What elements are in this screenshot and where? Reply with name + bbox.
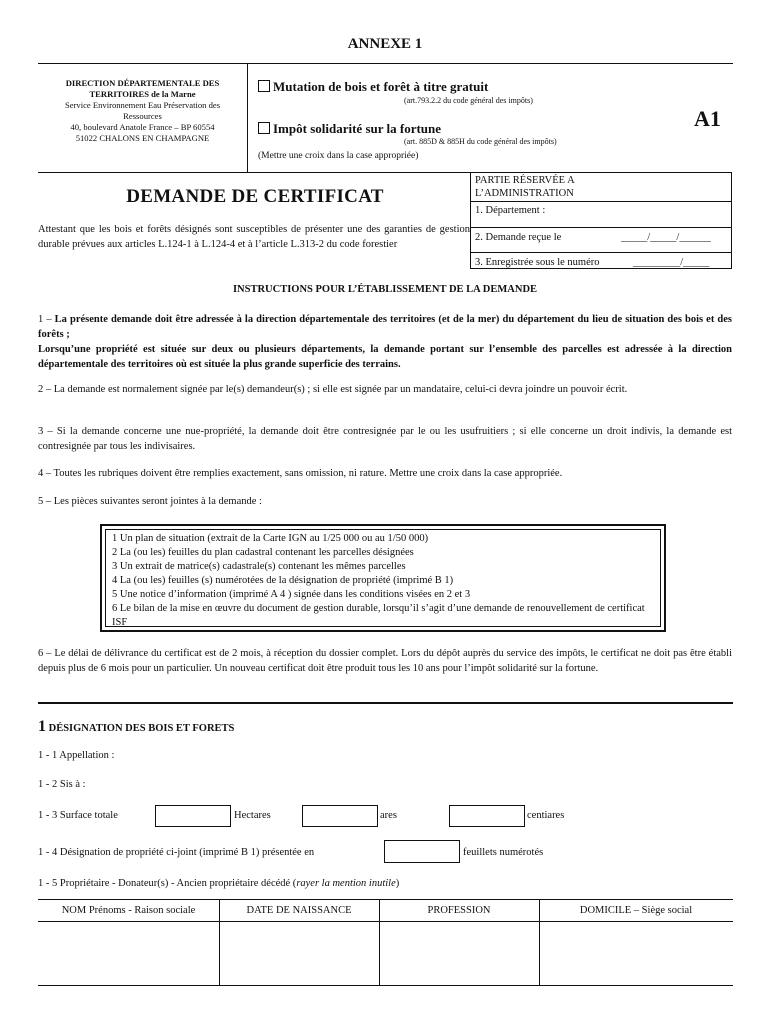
field-appellation: 1 - 1 Appellation : [38, 750, 115, 761]
direction-address [40, 78, 245, 144]
instruction-6: 6 – Le délai de délivrance du certificat est de 2 mois, à réception du dossier complet. Lors du dépôt auprès du service des impôts, le certificat ne doit pas être établi depuis plus de 6 mois pour un particulier. Un nouveau certificat doit être produit tous les 10 ans pour l’impôt solidarité sur la fortune. [38, 648, 732, 674]
admin-rule-1 [471, 201, 731, 202]
table-cell-domicile[interactable] [540, 922, 733, 985]
annexe-title: ANNEXE 1 [347, 36, 423, 52]
admin-rule-3 [471, 252, 731, 253]
admin-title-line2: L’ADMINISTRATION [475, 188, 574, 199]
table-header-profession: PROFESSION [427, 905, 491, 916]
piece-item: 1 Un plan de situation (extrait de la Carte IGN au 1/25 000 ou au 1/50 000) [112, 533, 429, 544]
table-header-date: DATE DE NAISSANCE [246, 905, 352, 916]
isf-label: Impôt solidarité sur la fortune [273, 121, 442, 136]
proprietaire-italic: rayer la mention inutile [296, 878, 396, 889]
admin-demande-recue: 2. Demande reçue le [475, 232, 562, 243]
section1-heading [38, 718, 234, 736]
ares-label: ares [380, 810, 397, 821]
admin-title-line1: PARTIE RÉSERVÉE A [475, 175, 575, 186]
table-cell-profession[interactable] [380, 922, 539, 985]
direction-line2: TERRITOIRES de la Marne [89, 89, 196, 99]
surface-ares-input[interactable] [302, 805, 378, 827]
piece-item: 3 Un extrait de matrice(s) cadastrale(s) contenant les mêmes parcelles [112, 561, 406, 572]
checkbox-note: (Mettre une croix dans la case appropriée) [258, 151, 419, 161]
admin-numero[interactable]: _________/_____ [633, 257, 710, 268]
instruction-1-bold2: Lorsqu’une propriété est située sur deux ou plusieurs départements, la demande portant sur l’ensemble des parcelles est adressée à la direction départementale des territoires où est située la plus grande superficie des terrains. [38, 344, 732, 370]
direction-line5: 40, boulevard Anatole France – BP 60554 [70, 122, 215, 132]
piece-item: 4 La (ou les) feuilles (s) numérotées de la désignation de propriété (imprimé B 1) [112, 575, 454, 586]
pieces-list [105, 529, 661, 627]
table-header-domicile: DOMICILE – Siège social [579, 905, 693, 916]
feuillets-count-input[interactable] [384, 840, 460, 863]
field-surface-label: 1 - 3 Surface totale [38, 810, 118, 821]
table-cell-date[interactable] [220, 922, 379, 985]
main-title: DEMANDE DE CERTIFICAT [126, 186, 384, 207]
feuillets-label: feuillets numérotés [463, 847, 544, 858]
instruction-2: 2 – La demande est normalement signée par le(s) demandeur(s) ; si elle est signée par un mandataire, celui-ci devra joindre un pouvoir écrit. [38, 384, 628, 395]
instruction-1-prefix: 1 – [38, 314, 55, 325]
proprietaire-label: 1 - 5 Propriétaire - Donateur(s) - Ancien propriétaire décédé ( [38, 878, 297, 889]
form-code: A1 [694, 106, 721, 131]
surface-centiares-input[interactable] [449, 805, 525, 827]
direction-line1: DIRECTION DÉPARTEMENTALE DES [65, 78, 220, 88]
attestation-text: Attestant que les bois et forêts désignés sont susceptibles de présenter une des garanties de gestion durable prévues aux articles L.124-1 à L.124-4 et à l’article L.313-2 du code forestier [38, 224, 470, 250]
section1-number: 1 [38, 718, 46, 735]
instructions-title: INSTRUCTIONS POUR L’ÉTABLISSEMENT DE LA DEMANDE [232, 284, 538, 295]
option-mutation [258, 78, 488, 96]
header-top-rule [38, 63, 733, 64]
instruction-3: 3 – Si la demande concerne une nue-propriété, la demande doit être contresignée par le ou les usufruitiers ; si elle concerne un droit indivis, la demande est contresignée par tous les indivisaires. [38, 426, 732, 452]
admin-rule-2 [471, 227, 731, 228]
admin-enregistree: 3. Enregistrée sous le numéro [475, 257, 600, 268]
table-header-nom: NOM Prénoms - Raison sociale [61, 905, 196, 916]
instruction-1 [38, 312, 732, 372]
instruction-1-bold: La présente demande doit être adressée à la direction départementale des territoires (et de la mer) du département du lieu de situation des bois et des forêts ; [38, 314, 733, 340]
table-bottom-rule [38, 985, 733, 986]
piece-item: 6 Le bilan de la mise en œuvre du document de gestion durable, lorsqu’il s’agit d’une demande de renouvellement de certificat ISF [112, 603, 645, 628]
direction-line3: Service Environnement Eau Préservation des [64, 100, 221, 110]
mutation-label: Mutation de bois et forêt à titre gratuit [273, 79, 489, 94]
field-designation-label: 1 - 4 Désignation de propriété ci-joint (imprimé B 1) présentée en [38, 847, 315, 858]
mutation-ref: (art.793.2.2 du code général des impôts) [404, 96, 533, 105]
admin-departement: 1. Département : [475, 205, 546, 216]
piece-item: 5 Une notice d’information (imprimé A 4 ) signée dans les conditions visées en 2 et 3 [112, 589, 471, 600]
hectares-label: Hectares [234, 810, 271, 821]
table-cell-nom[interactable] [38, 922, 219, 985]
admin-demande-date[interactable]: _____/_____/______ [621, 232, 711, 243]
proprietaire-end: ) [395, 878, 400, 889]
piece-item: 2 La (ou les) feuilles du plan cadastral contenant les parcelles désignées [112, 547, 414, 558]
instruction-4: 4 – Toutes les rubriques doivent être remplies exactement, sans omission, ni rature. Mettre une croix dans la case appropriée. [38, 468, 563, 479]
isf-ref: (art. 885D & 885H du code général des impôts) [404, 137, 557, 146]
field-proprietaire [38, 878, 399, 889]
isf-checkbox[interactable] [258, 122, 270, 134]
surface-hectares-input[interactable] [155, 805, 231, 827]
section-divider [38, 702, 733, 704]
table-top-rule [38, 899, 733, 900]
field-sis: 1 - 2 Sis à : [38, 779, 86, 790]
section1-title: DÉSIGNATION DES BOIS ET FORETS [48, 723, 235, 734]
pieces-box [100, 524, 666, 632]
header-divider [247, 63, 248, 173]
direction-line6: 51022 CHALONS EN CHAMPAGNE [75, 133, 210, 143]
mutation-checkbox[interactable] [258, 80, 270, 92]
centiares-label: centiares [527, 810, 565, 821]
option-isf [258, 120, 441, 138]
instruction-5: 5 – Les pièces suivantes seront jointes à la demande : [38, 496, 262, 507]
direction-line4: Ressources [123, 111, 162, 121]
header-bottom-rule [38, 172, 470, 173]
admin-box [470, 172, 732, 269]
